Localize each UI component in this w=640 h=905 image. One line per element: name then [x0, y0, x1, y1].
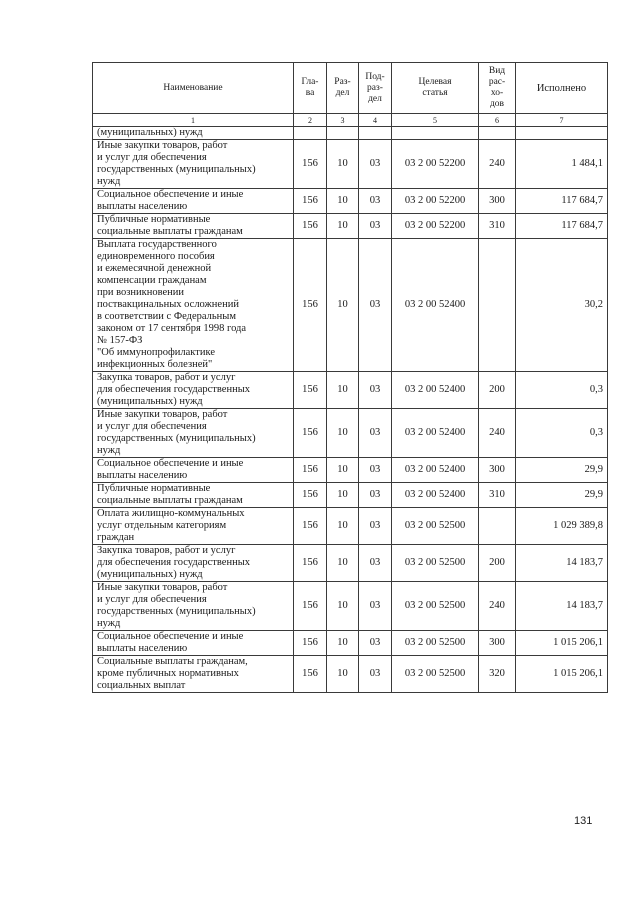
cell-vid [479, 127, 516, 140]
cell-name: Социальные выплаты гражданам, кроме публичных нормативных социальных выплат [93, 656, 294, 693]
cell-amount: 14 183,7 [516, 582, 608, 631]
cell-razdel: 10 [327, 214, 359, 239]
cell-vid: 200 [479, 545, 516, 582]
table-row [93, 631, 608, 656]
cell-name: Социальное обеспечение и иные выплаты населению [93, 189, 294, 214]
cell-vid: 310 [479, 483, 516, 508]
cell-amount: 1 029 389,8 [516, 508, 608, 545]
cell-target: 03 2 00 52200 [392, 214, 479, 239]
cell-amount: 117 684,7 [516, 189, 608, 214]
cell-podrazdel [359, 127, 392, 140]
cell-razdel: 10 [327, 656, 359, 693]
cell-razdel [327, 127, 359, 140]
cell-podrazdel: 03 [359, 631, 392, 656]
cell-target: 03 2 00 52400 [392, 239, 479, 372]
cell-podrazdel: 03 [359, 214, 392, 239]
cell-podrazdel: 03 [359, 483, 392, 508]
cell-glava: 156 [294, 545, 327, 582]
cell-name: Оплата жилищно-коммунальных услуг отдельным категориям граждан [93, 508, 294, 545]
column-number: 5 [392, 114, 479, 127]
cell-glava: 156 [294, 409, 327, 458]
cell-glava: 156 [294, 508, 327, 545]
header-row [93, 63, 608, 114]
cell-target: 03 2 00 52400 [392, 409, 479, 458]
table-row [93, 483, 608, 508]
cell-name: Иные закупки товаров, работ и услуг для обеспечения государственных (муниципальных) нужд [93, 140, 294, 189]
cell-podrazdel: 03 [359, 545, 392, 582]
header-razdel: Раз- дел [327, 63, 359, 114]
header-vid: Вид рас- хо- дов [479, 63, 516, 114]
cell-glava: 156 [294, 372, 327, 409]
cell-podrazdel: 03 [359, 189, 392, 214]
cell-razdel: 10 [327, 140, 359, 189]
cell-podrazdel: 03 [359, 239, 392, 372]
cell-razdel: 10 [327, 508, 359, 545]
cell-glava: 156 [294, 458, 327, 483]
column-number-row [93, 114, 608, 127]
table-row [93, 214, 608, 239]
cell-razdel: 10 [327, 458, 359, 483]
cell-name: (муниципальных) нужд [93, 127, 294, 140]
cell-razdel: 10 [327, 631, 359, 656]
header-target: Целевая статья [392, 63, 479, 114]
cell-podrazdel: 03 [359, 582, 392, 631]
cell-amount: 1 015 206,1 [516, 656, 608, 693]
cell-razdel: 10 [327, 409, 359, 458]
cell-podrazdel: 03 [359, 458, 392, 483]
cell-name: Выплата государственного единовременного пособия и ежемесячной денежной компенсации гражданам при возникновении поствакцинальных осложнений в соответствии с Федеральным законом от 17 сентября 1998 года № 157-ФЗ "Об иммунопрофилактике инфекционных болезней" [93, 239, 294, 372]
cell-podrazdel: 03 [359, 140, 392, 189]
cell-target: 03 2 00 52200 [392, 189, 479, 214]
cell-amount: 1 484,1 [516, 140, 608, 189]
cell-razdel: 10 [327, 189, 359, 214]
cell-glava: 156 [294, 140, 327, 189]
table-body [93, 127, 608, 693]
cell-amount: 117 684,7 [516, 214, 608, 239]
table-row [93, 545, 608, 582]
column-number: 4 [359, 114, 392, 127]
header-glava: Гла- ва [294, 63, 327, 114]
page-number: 131 [574, 815, 593, 827]
header-name: Наименование [93, 63, 294, 114]
cell-vid: 240 [479, 140, 516, 189]
cell-amount: 0,3 [516, 409, 608, 458]
cell-vid: 300 [479, 458, 516, 483]
cell-amount: 29,9 [516, 458, 608, 483]
column-number: 7 [516, 114, 608, 127]
column-number: 6 [479, 114, 516, 127]
cell-amount: 30,2 [516, 239, 608, 372]
header-executed: Исполнено [516, 63, 608, 114]
cell-target: 03 2 00 52400 [392, 458, 479, 483]
cell-target: 03 2 00 52400 [392, 372, 479, 409]
cell-podrazdel: 03 [359, 409, 392, 458]
cell-target: 03 2 00 52500 [392, 545, 479, 582]
cell-razdel: 10 [327, 483, 359, 508]
cell-name: Иные закупки товаров, работ и услуг для обеспечения государственных (муниципальных) нужд [93, 582, 294, 631]
cell-vid: 240 [479, 409, 516, 458]
cell-target: 03 2 00 52500 [392, 582, 479, 631]
cell-amount: 29,9 [516, 483, 608, 508]
cell-name: Публичные нормативные социальные выплаты гражданам [93, 483, 294, 508]
table-row [93, 127, 608, 140]
cell-target: 03 2 00 52200 [392, 140, 479, 189]
table-row [93, 582, 608, 631]
cell-razdel: 10 [327, 545, 359, 582]
table-row [93, 656, 608, 693]
table-row [93, 458, 608, 483]
cell-glava: 156 [294, 214, 327, 239]
cell-target: 03 2 00 52400 [392, 483, 479, 508]
cell-razdel: 10 [327, 239, 359, 372]
cell-razdel: 10 [327, 372, 359, 409]
cell-vid [479, 239, 516, 372]
cell-glava [294, 127, 327, 140]
cell-amount: 14 183,7 [516, 545, 608, 582]
cell-target: 03 2 00 52500 [392, 631, 479, 656]
cell-name: Социальное обеспечение и иные выплаты населению [93, 458, 294, 483]
cell-amount [516, 127, 608, 140]
column-number: 1 [93, 114, 294, 127]
column-number: 3 [327, 114, 359, 127]
cell-vid: 200 [479, 372, 516, 409]
cell-vid: 320 [479, 656, 516, 693]
cell-glava: 156 [294, 631, 327, 656]
cell-vid: 310 [479, 214, 516, 239]
table-row [93, 372, 608, 409]
cell-name: Социальное обеспечение и иные выплаты населению [93, 631, 294, 656]
table-row [93, 508, 608, 545]
cell-vid: 300 [479, 631, 516, 656]
cell-name: Закупка товаров, работ и услуг для обеспечения государственных (муниципальных) нужд [93, 372, 294, 409]
budget-table [92, 62, 608, 693]
cell-target: 03 2 00 52500 [392, 656, 479, 693]
table-row [93, 189, 608, 214]
cell-glava: 156 [294, 582, 327, 631]
cell-vid: 300 [479, 189, 516, 214]
cell-podrazdel: 03 [359, 508, 392, 545]
cell-target [392, 127, 479, 140]
cell-amount: 0,3 [516, 372, 608, 409]
column-number: 2 [294, 114, 327, 127]
cell-podrazdel: 03 [359, 372, 392, 409]
cell-glava: 156 [294, 483, 327, 508]
cell-glava: 156 [294, 189, 327, 214]
cell-glava: 156 [294, 239, 327, 372]
table-row [93, 140, 608, 189]
cell-target: 03 2 00 52500 [392, 508, 479, 545]
cell-name: Иные закупки товаров, работ и услуг для обеспечения государственных (муниципальных) нужд [93, 409, 294, 458]
cell-amount: 1 015 206,1 [516, 631, 608, 656]
cell-vid [479, 508, 516, 545]
cell-vid: 240 [479, 582, 516, 631]
table-row [93, 239, 608, 372]
table-row [93, 409, 608, 458]
cell-glava: 156 [294, 656, 327, 693]
cell-razdel: 10 [327, 582, 359, 631]
cell-name: Закупка товаров, работ и услуг для обеспечения государственных (муниципальных) нужд [93, 545, 294, 582]
cell-podrazdel: 03 [359, 656, 392, 693]
header-podrazdel: Под- раз- дел [359, 63, 392, 114]
cell-name: Публичные нормативные социальные выплаты гражданам [93, 214, 294, 239]
